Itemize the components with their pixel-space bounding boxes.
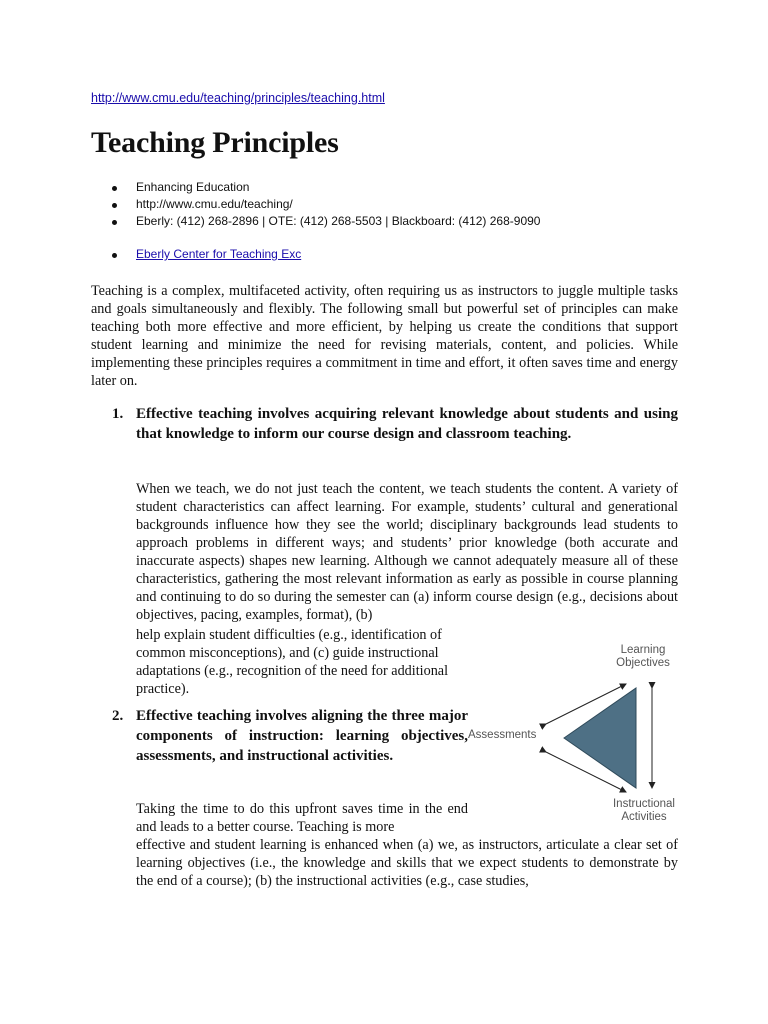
triangle-shape xyxy=(564,688,636,788)
intro-paragraph: Teaching is a complex, multifaceted activity, often requiring us as instructors to juggle multiple tasks and goals simultaneously and flexibly. The following small but powerful set of principles can make teaching both more effective and more efficient, by helping us create the conditions that support student learning and minimize the need for revising materials, content, and policies. While implementing these principles requires a commitment in time and effort, it often saves time and energy later on. xyxy=(91,283,678,389)
principle-1-number: 1. xyxy=(112,406,124,422)
principle-2-heading xyxy=(112,706,468,766)
page-title: Teaching Principles xyxy=(91,126,339,159)
info-bullet-list xyxy=(112,179,540,263)
source-url-link[interactable]: http://www.cmu.edu/teaching/principles/teaching.html xyxy=(91,91,385,105)
bullet-phone-numbers: Eberly: (412) 268-2896 | OTE: (412) 268-5503 | Blackboard: (412) 268-9090 xyxy=(112,213,540,230)
bullet-eberly-center xyxy=(112,246,540,263)
principle-1-body-continued: help explain student difficulties (e.g., identification of common misconceptions), and (c) guide instructional adaptations (e.g., recognition of the need for additional practice). xyxy=(136,627,449,697)
bullet-enhancing-education: Enhancing Education xyxy=(112,179,540,196)
label-instructional-activities: Instructional Activities xyxy=(612,798,675,823)
principle-1-body: When we teach, we do not just teach the content, we teach students the content. A variety of student characteristics can affect learning. For example, students’ cultural and generational backgrounds influence how they see the world; disciplinary backgrounds lead students to approach problems in different ways; and students’ prior knowledge (both accurate and inaccurate aspects) shapes new learning. Although we cannot adequately measure all of these characteristics, gathering the most relevant information as early as possible in course planning and continuing to do so during the semester can (a) inform course design (e.g., decisions about objectives, pacing, examples, format), (b) xyxy=(136,481,678,623)
principle-2-number: 2. xyxy=(112,708,124,724)
principle-1-heading xyxy=(112,404,678,444)
label-learning-objectives: Learning Objectives xyxy=(616,644,670,669)
label-assessments: Assessments xyxy=(468,729,537,741)
alignment-triangle-diagram xyxy=(466,640,686,830)
principle-2-body: Taking the time to do this upfront saves time in the end and leads to a better course. Teaching is more xyxy=(136,801,468,835)
principle-2-body-continued: effective and student learning is enhanced when (a) we, as instructors, articulate a clear set of learning objectives (i.e., the knowledge and skills that we expect students to demonstrate by the end of a course); (b) the instructional activities (e.g., case studies, xyxy=(136,837,678,889)
principle-2-heading-text: Effective teaching involves aligning the three major components of instruction: learning objectives, assessments, and instructional activities. xyxy=(136,708,468,764)
principle-1-heading-text: Effective teaching involves acquiring relevant knowledge about students and using that knowledge to inform our course design and classroom teaching. xyxy=(136,406,678,442)
bullet-teaching-url: http://www.cmu.edu/teaching/ xyxy=(112,196,540,213)
eberly-center-link[interactable]: Eberly Center for Teaching Exc xyxy=(136,247,302,261)
